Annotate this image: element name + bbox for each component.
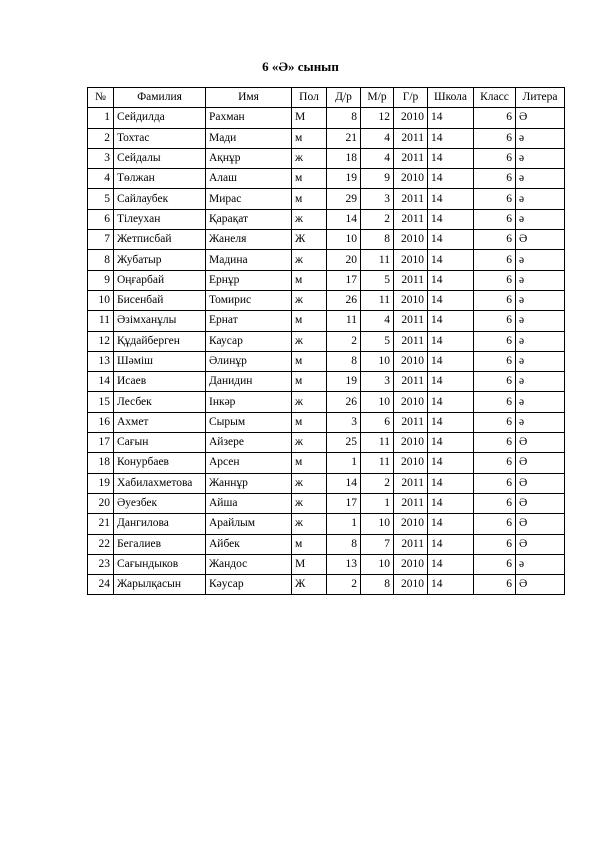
cell-school: 14 — [428, 412, 474, 432]
cell-school: 14 — [428, 250, 474, 270]
cell-school: 14 — [428, 473, 474, 493]
cell-school: 14 — [428, 331, 474, 351]
cell-class: 6 — [474, 230, 516, 250]
cell-year: 2010 — [394, 554, 428, 574]
cell-surname: Бегалиев — [114, 534, 206, 554]
cell-day: 2 — [327, 331, 361, 351]
cell-surname: Әзімханұлы — [114, 311, 206, 331]
cell-day: 1 — [327, 514, 361, 534]
cell-gender: м — [292, 351, 327, 371]
cell-surname: Жарылқасын — [114, 575, 206, 595]
cell-gender: ж — [292, 392, 327, 412]
cell-no: 6 — [88, 209, 114, 229]
cell-no: 10 — [88, 290, 114, 310]
cell-month: 2 — [361, 473, 394, 493]
cell-year: 2011 — [394, 128, 428, 148]
cell-gender: м — [292, 412, 327, 432]
cell-no: 8 — [88, 250, 114, 270]
cell-surname: Жубатыр — [114, 250, 206, 270]
cell-year: 2011 — [394, 493, 428, 513]
cell-no: 9 — [88, 270, 114, 290]
table-row — [88, 412, 565, 432]
cell-month: 12 — [361, 108, 394, 128]
cell-school: 14 — [428, 372, 474, 392]
cell-day: 29 — [327, 189, 361, 209]
cell-year: 2011 — [394, 270, 428, 290]
cell-year: 2011 — [394, 189, 428, 209]
table-row — [88, 148, 565, 168]
cell-no: 2 — [88, 128, 114, 148]
cell-year: 2011 — [394, 473, 428, 493]
table-row — [88, 250, 565, 270]
cell-day: 1 — [327, 453, 361, 473]
cell-day: 17 — [327, 270, 361, 290]
cell-litera: Ә — [516, 473, 565, 493]
cell-day: 8 — [327, 534, 361, 554]
cell-litera: Ә — [516, 453, 565, 473]
cell-day: 19 — [327, 372, 361, 392]
cell-no: 20 — [88, 493, 114, 513]
cell-school: 14 — [428, 575, 474, 595]
table-row — [88, 493, 565, 513]
cell-day: 26 — [327, 392, 361, 412]
cell-day: 21 — [327, 128, 361, 148]
cell-day: 3 — [327, 412, 361, 432]
cell-day: 20 — [327, 250, 361, 270]
cell-year: 2011 — [394, 331, 428, 351]
cell-day: 25 — [327, 433, 361, 453]
cell-year: 2010 — [394, 169, 428, 189]
cell-no: 13 — [88, 351, 114, 371]
table-row — [88, 514, 565, 534]
cell-surname: Сейдалы — [114, 148, 206, 168]
header-class: Класс — [474, 88, 516, 108]
cell-gender: ж — [292, 209, 327, 229]
cell-class: 6 — [474, 311, 516, 331]
cell-litera: Ә — [516, 230, 565, 250]
cell-litera: ә — [516, 250, 565, 270]
cell-litera: ә — [516, 392, 565, 412]
cell-litera: ә — [516, 189, 565, 209]
cell-school: 14 — [428, 169, 474, 189]
cell-class: 6 — [474, 250, 516, 270]
cell-gender: м — [292, 169, 327, 189]
cell-day: 2 — [327, 575, 361, 595]
cell-litera: ә — [516, 169, 565, 189]
cell-name: Ернұр — [206, 270, 292, 290]
cell-surname: Сағын — [114, 433, 206, 453]
cell-gender: ж — [292, 473, 327, 493]
table-row — [88, 331, 565, 351]
cell-class: 6 — [474, 108, 516, 128]
cell-month: 11 — [361, 290, 394, 310]
cell-name: Каусар — [206, 331, 292, 351]
cell-year: 2011 — [394, 534, 428, 554]
cell-year: 2010 — [394, 514, 428, 534]
header-gender: Пол — [292, 88, 327, 108]
cell-name: Ақнұр — [206, 148, 292, 168]
cell-gender: м — [292, 453, 327, 473]
cell-surname: Бисенбай — [114, 290, 206, 310]
cell-day: 8 — [327, 351, 361, 371]
cell-gender: М — [292, 108, 327, 128]
cell-litera: Ә — [516, 493, 565, 513]
cell-litera: ә — [516, 372, 565, 392]
cell-day: 13 — [327, 554, 361, 574]
cell-name: Арайлым — [206, 514, 292, 534]
table-row — [88, 372, 565, 392]
cell-surname: Тілеухан — [114, 209, 206, 229]
cell-litera: Ә — [516, 534, 565, 554]
header-no: № — [88, 88, 114, 108]
cell-name: Данидин — [206, 372, 292, 392]
cell-year: 2011 — [394, 311, 428, 331]
cell-class: 6 — [474, 331, 516, 351]
cell-gender: ж — [292, 290, 327, 310]
cell-no: 3 — [88, 148, 114, 168]
table-row — [88, 534, 565, 554]
cell-no: 11 — [88, 311, 114, 331]
cell-litera: ә — [516, 311, 565, 331]
cell-month: 4 — [361, 311, 394, 331]
cell-gender: м — [292, 189, 327, 209]
cell-surname: Құдайберген — [114, 331, 206, 351]
table-row — [88, 433, 565, 453]
cell-school: 14 — [428, 514, 474, 534]
cell-name: Қарақат — [206, 209, 292, 229]
table-row — [88, 290, 565, 310]
cell-day: 14 — [327, 209, 361, 229]
cell-class: 6 — [474, 270, 516, 290]
cell-month: 8 — [361, 575, 394, 595]
cell-year: 2010 — [394, 392, 428, 412]
cell-day: 17 — [327, 493, 361, 513]
cell-school: 14 — [428, 230, 474, 250]
cell-year: 2011 — [394, 412, 428, 432]
table-row — [88, 453, 565, 473]
cell-no: 18 — [88, 453, 114, 473]
cell-class: 6 — [474, 514, 516, 534]
cell-name: Арсен — [206, 453, 292, 473]
cell-gender: м — [292, 534, 327, 554]
cell-school: 14 — [428, 189, 474, 209]
cell-month: 6 — [361, 412, 394, 432]
table-row — [88, 128, 565, 148]
cell-surname: Лесбек — [114, 392, 206, 412]
cell-name: Інкәр — [206, 392, 292, 412]
cell-month: 11 — [361, 453, 394, 473]
cell-no: 1 — [88, 108, 114, 128]
cell-litera: Ә — [516, 108, 565, 128]
table-row — [88, 108, 565, 128]
cell-no: 24 — [88, 575, 114, 595]
cell-name: Жаннұр — [206, 473, 292, 493]
cell-year: 2010 — [394, 108, 428, 128]
cell-name: Сырым — [206, 412, 292, 432]
cell-gender: ж — [292, 493, 327, 513]
cell-month: 5 — [361, 331, 394, 351]
header-row — [88, 88, 565, 108]
cell-month: 5 — [361, 270, 394, 290]
cell-name: Ернат — [206, 311, 292, 331]
cell-class: 6 — [474, 554, 516, 574]
cell-school: 14 — [428, 209, 474, 229]
cell-year: 2010 — [394, 351, 428, 371]
cell-name: Томирис — [206, 290, 292, 310]
cell-month: 10 — [361, 514, 394, 534]
cell-name: Әлинұр — [206, 351, 292, 371]
cell-litera: ә — [516, 554, 565, 574]
cell-gender: М — [292, 554, 327, 574]
cell-year: 2011 — [394, 209, 428, 229]
cell-month: 10 — [361, 554, 394, 574]
table-row — [88, 189, 565, 209]
cell-name: Жанеля — [206, 230, 292, 250]
cell-school: 14 — [428, 351, 474, 371]
header-school: Школа — [428, 88, 474, 108]
cell-class: 6 — [474, 433, 516, 453]
cell-no: 12 — [88, 331, 114, 351]
cell-school: 14 — [428, 433, 474, 453]
cell-year: 2011 — [394, 372, 428, 392]
cell-month: 10 — [361, 392, 394, 412]
cell-school: 14 — [428, 148, 474, 168]
header-litera: Литера — [516, 88, 565, 108]
cell-name: Мадина — [206, 250, 292, 270]
cell-school: 14 — [428, 534, 474, 554]
cell-name: Айбек — [206, 534, 292, 554]
cell-surname: Хабилахметова — [114, 473, 206, 493]
cell-gender: ж — [292, 514, 327, 534]
cell-no: 21 — [88, 514, 114, 534]
table-body — [88, 108, 565, 595]
cell-month: 2 — [361, 209, 394, 229]
cell-no: 7 — [88, 230, 114, 250]
cell-class: 6 — [474, 392, 516, 412]
cell-name: Кәусар — [206, 575, 292, 595]
cell-school: 14 — [428, 311, 474, 331]
cell-surname: Шәміш — [114, 351, 206, 371]
cell-no: 16 — [88, 412, 114, 432]
cell-month: 3 — [361, 372, 394, 392]
cell-school: 14 — [428, 128, 474, 148]
cell-class: 6 — [474, 148, 516, 168]
cell-no: 14 — [88, 372, 114, 392]
table-row — [88, 351, 565, 371]
header-day: Д/р — [327, 88, 361, 108]
cell-year: 2010 — [394, 290, 428, 310]
cell-litera: ә — [516, 331, 565, 351]
cell-gender: ж — [292, 250, 327, 270]
cell-month: 1 — [361, 493, 394, 513]
cell-litera: ә — [516, 148, 565, 168]
cell-day: 10 — [327, 230, 361, 250]
cell-school: 14 — [428, 554, 474, 574]
cell-day: 8 — [327, 108, 361, 128]
cell-month: 11 — [361, 250, 394, 270]
cell-litera: Ә — [516, 514, 565, 534]
cell-surname: Конурбаев — [114, 453, 206, 473]
cell-class: 6 — [474, 534, 516, 554]
cell-name: Айзере — [206, 433, 292, 453]
cell-month: 10 — [361, 351, 394, 371]
cell-class: 6 — [474, 169, 516, 189]
cell-month: 4 — [361, 128, 394, 148]
cell-school: 14 — [428, 453, 474, 473]
cell-litera: Ә — [516, 433, 565, 453]
cell-surname: Жетписбай — [114, 230, 206, 250]
cell-year: 2010 — [394, 575, 428, 595]
table-row — [88, 209, 565, 229]
page-title: 6 «Ә» сынып — [262, 59, 339, 74]
cell-month: 8 — [361, 230, 394, 250]
cell-school: 14 — [428, 493, 474, 513]
cell-class: 6 — [474, 351, 516, 371]
header-name: Имя — [206, 88, 292, 108]
student-table — [87, 87, 565, 595]
cell-surname: Ахмет — [114, 412, 206, 432]
table-row — [88, 270, 565, 290]
cell-month: 11 — [361, 433, 394, 453]
cell-month: 7 — [361, 534, 394, 554]
cell-month: 4 — [361, 148, 394, 168]
cell-gender: Ж — [292, 575, 327, 595]
cell-surname: Исаев — [114, 372, 206, 392]
cell-name: Мирас — [206, 189, 292, 209]
cell-name: Мади — [206, 128, 292, 148]
cell-surname: Оңғарбай — [114, 270, 206, 290]
cell-school: 14 — [428, 290, 474, 310]
cell-gender: м — [292, 128, 327, 148]
cell-year: 2010 — [394, 453, 428, 473]
cell-gender: м — [292, 270, 327, 290]
cell-class: 6 — [474, 209, 516, 229]
cell-gender: ж — [292, 331, 327, 351]
cell-year: 2010 — [394, 433, 428, 453]
cell-no: 15 — [88, 392, 114, 412]
cell-year: 2010 — [394, 230, 428, 250]
header-year: Г/р — [394, 88, 428, 108]
cell-no: 22 — [88, 534, 114, 554]
cell-surname: Сайлаубек — [114, 189, 206, 209]
cell-day: 19 — [327, 169, 361, 189]
cell-name: Айша — [206, 493, 292, 513]
header-month: М/р — [361, 88, 394, 108]
cell-month: 3 — [361, 189, 394, 209]
cell-year: 2011 — [394, 148, 428, 168]
cell-class: 6 — [474, 453, 516, 473]
cell-litera: ә — [516, 270, 565, 290]
cell-class: 6 — [474, 290, 516, 310]
cell-gender: Ж — [292, 230, 327, 250]
cell-school: 14 — [428, 270, 474, 290]
table-row — [88, 554, 565, 574]
header-surname: Фамилия — [114, 88, 206, 108]
cell-gender: м — [292, 311, 327, 331]
cell-month: 9 — [361, 169, 394, 189]
cell-class: 6 — [474, 189, 516, 209]
cell-gender: м — [292, 372, 327, 392]
cell-surname: Дангилова — [114, 514, 206, 534]
cell-day: 14 — [327, 473, 361, 493]
cell-class: 6 — [474, 128, 516, 148]
cell-class: 6 — [474, 473, 516, 493]
cell-surname: Әуезбек — [114, 493, 206, 513]
cell-name: Рахман — [206, 108, 292, 128]
table-row — [88, 169, 565, 189]
cell-school: 14 — [428, 392, 474, 412]
cell-name: Алаш — [206, 169, 292, 189]
table-row — [88, 575, 565, 595]
cell-no: 5 — [88, 189, 114, 209]
cell-litera: ә — [516, 290, 565, 310]
cell-litera: ә — [516, 412, 565, 432]
cell-no: 17 — [88, 433, 114, 453]
cell-surname: Тохтас — [114, 128, 206, 148]
table-row — [88, 473, 565, 493]
table-row — [88, 392, 565, 412]
cell-surname: Сейдилда — [114, 108, 206, 128]
table-row — [88, 311, 565, 331]
cell-no: 23 — [88, 554, 114, 574]
cell-day: 18 — [327, 148, 361, 168]
cell-name: Жандос — [206, 554, 292, 574]
cell-year: 2010 — [394, 250, 428, 270]
cell-surname: Төлжан — [114, 169, 206, 189]
cell-gender: ж — [292, 433, 327, 453]
cell-class: 6 — [474, 412, 516, 432]
cell-school: 14 — [428, 108, 474, 128]
cell-litera: Ә — [516, 575, 565, 595]
table-row — [88, 230, 565, 250]
cell-litera: ә — [516, 209, 565, 229]
cell-gender: ж — [292, 148, 327, 168]
cell-no: 4 — [88, 169, 114, 189]
cell-no: 19 — [88, 473, 114, 493]
cell-class: 6 — [474, 372, 516, 392]
cell-class: 6 — [474, 575, 516, 595]
cell-surname: Сағындыков — [114, 554, 206, 574]
cell-day: 11 — [327, 311, 361, 331]
cell-day: 26 — [327, 290, 361, 310]
cell-litera: ә — [516, 351, 565, 371]
cell-class: 6 — [474, 493, 516, 513]
cell-litera: ә — [516, 128, 565, 148]
